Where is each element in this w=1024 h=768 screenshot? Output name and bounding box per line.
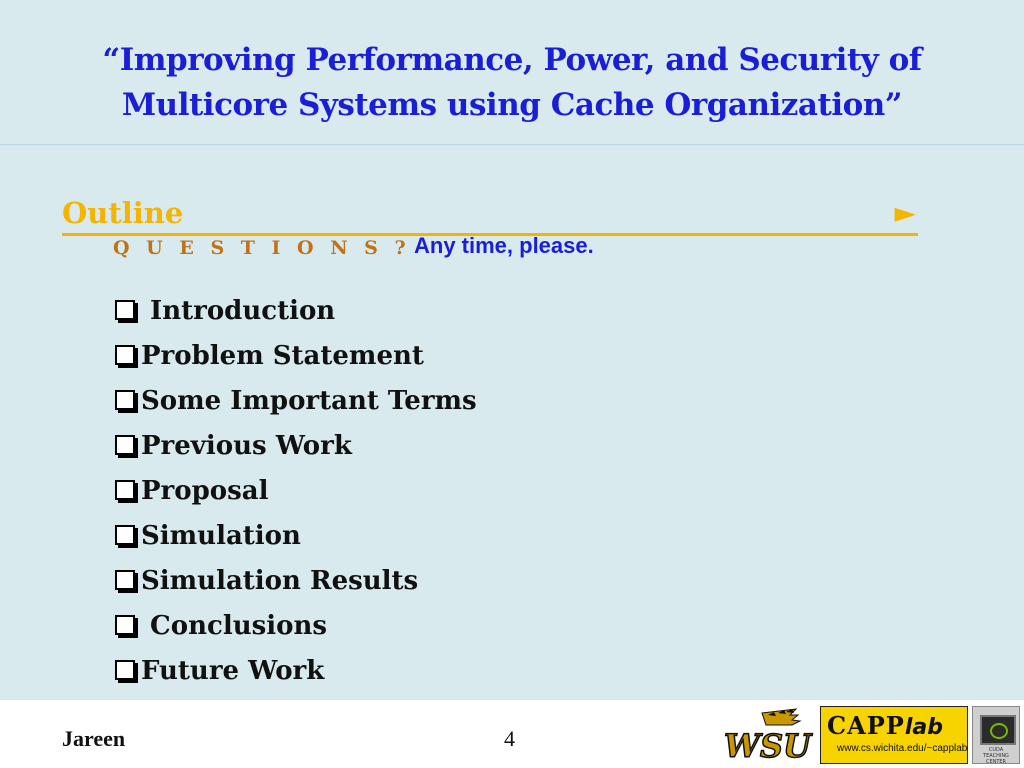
list-item-label: Proposal: [141, 475, 269, 506]
list-item-label: Problem Statement: [141, 340, 424, 371]
list-item-label: Future Work: [141, 655, 325, 686]
nvidia-logo-text: CUDA TEACHING CENTER: [983, 747, 1009, 765]
page-number: 4: [504, 726, 515, 751]
list-item-label: Introduction: [141, 295, 336, 326]
checkbox-bullet-icon: [115, 660, 135, 680]
list-item: [115, 648, 477, 693]
wsu-logo-text: WSU: [724, 727, 811, 763]
list-item: [115, 288, 477, 333]
list-item-label: Some Important Terms: [141, 385, 477, 416]
checkbox-bullet-icon: [115, 525, 135, 545]
checkbox-bullet-icon: [115, 615, 135, 635]
list-item: [115, 558, 477, 603]
list-item: [115, 468, 477, 513]
list-item-label: Previous Work: [141, 430, 352, 461]
list-item-label: Simulation: [141, 520, 301, 551]
title-line-1: “Improving Performance, Power, and Security of: [102, 42, 922, 78]
play-arrow-icon: ►: [894, 196, 916, 229]
checkbox-bullet-icon: [115, 435, 135, 455]
questions-note: Any time, please.: [414, 233, 594, 258]
list-item: [115, 603, 477, 648]
checkbox-bullet-icon: [115, 480, 135, 500]
list-item: [115, 513, 477, 558]
capp-lab-logo: [820, 706, 968, 764]
list-item: [115, 423, 477, 468]
questions-label: Q U E S T I O N S ?: [113, 237, 411, 259]
author-name: Jareen: [62, 726, 126, 751]
wsu-logo: [722, 705, 814, 763]
capp-lab-url: www.cs.wichita.edu/~capplab: [837, 743, 968, 754]
outline-list: [115, 288, 477, 693]
outline-label: Outline: [62, 196, 184, 230]
list-item-label: Conclusions: [141, 610, 327, 641]
nvidia-logo: [972, 706, 1020, 764]
list-item: [115, 378, 477, 423]
capp-lab-name: CAPPlab: [827, 711, 943, 740]
checkbox-bullet-icon: [115, 345, 135, 365]
nvidia-eye-icon: [990, 723, 1008, 739]
checkbox-bullet-icon: [115, 390, 135, 410]
list-item-label: Simulation Results: [141, 565, 419, 596]
checkbox-bullet-icon: [115, 300, 135, 320]
list-item: [115, 333, 477, 378]
slide-title: [0, 38, 1024, 128]
title-line-2: Multicore Systems using Cache Organization”: [121, 87, 903, 123]
checkbox-bullet-icon: [115, 570, 135, 590]
outline-header: [62, 193, 918, 236]
title-divider: [0, 144, 1024, 145]
